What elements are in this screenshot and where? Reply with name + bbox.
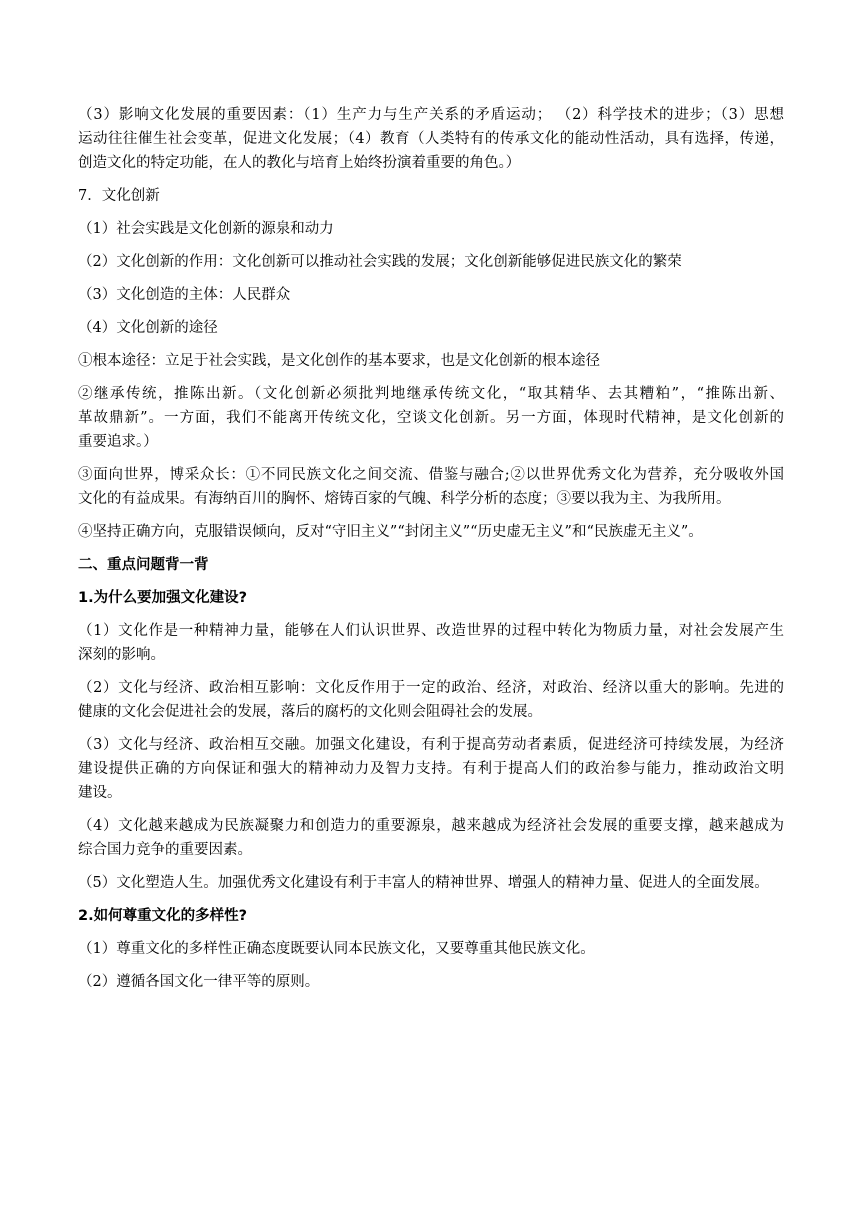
paragraph-line: 健康的文化会促进社会的发展，落后的腐朽的文化则会阻碍社会的发展。	[78, 704, 542, 720]
question-heading: 2.如何尊重文化的多样性?	[78, 908, 248, 924]
paragraph-line: 综合国力竞争的重要因素。	[78, 842, 252, 858]
section-heading: 二、重点问题背一背	[78, 557, 209, 573]
list-item: ①根本途径：立足于社会实践，是文化创作的基本要求，也是文化创新的根本途径	[78, 353, 600, 369]
list-item: （1）尊重文化的多样性正确态度既要认同本民族文化，又要尊重其他民族文化。	[78, 941, 595, 957]
list-item: （4）文化创新的途径	[78, 320, 218, 336]
list-item: （2）文化与经济、政治相互影响：文化反作用于一定的政治、经济，对政治、经济以重大的影响。先进的	[78, 680, 784, 696]
list-item: （4）文化越来越成为民族凝聚力和创造力的重要源泉，越来越成为经济社会发展的重要支撑，越来越成为	[78, 818, 784, 834]
list-item: ②继承传统，推陈出新。（文化创新必须批判地继承传统文化，“取其精华、去其糟粕”，“推陈出新、	[78, 386, 784, 402]
list-item: （2）文化创新的作用：文化创新可以推动社会实践的发展；文化创新能够促进民族文化的繁荣	[78, 254, 682, 270]
paragraph-line: （3）影响文化发展的重要因素：（1）生产力与生产关系的矛盾运动； （2）科学技术的进步；（3）思想	[78, 107, 784, 123]
list-item: （1）社会实践是文化创新的源泉和动力	[78, 221, 334, 237]
paragraph-line: 建设。	[78, 785, 122, 801]
list-item: （5）文化塑造人生。加强优秀文化建设有利于丰富人的精神世界、增强人的精神力量、促进人的全面发展。	[78, 875, 769, 891]
paragraph-line: 文化的有益成果。有海纳百川的胸怀、熔铸百家的气魄、科学分析的态度；③要以我为主、为我所用。	[78, 491, 731, 507]
list-item: （3）文化与经济、政治相互交融。加强文化建设，有利于提高劳动者素质，促进经济可持续发展，为经济	[78, 737, 784, 753]
list-item: ③面向世界，博采众长：①不同民族文化之间交流、借鉴与融合;②以世界优秀文化为营养，充分吸收外国	[78, 467, 784, 483]
list-item: ④坚持正确方向，克服错误倾向，反对“守旧主义”“封闭主义”“历史虚无主义”和“民族虚无主义”。	[78, 524, 703, 540]
paragraph-line: 深刻的影响。	[78, 647, 165, 663]
section-heading: 7．文化创新	[78, 188, 160, 204]
list-item: （3）文化创造的主体：人民群众	[78, 287, 291, 303]
list-item: （1）文化作是一种精神力量，能够在人们认识世界、改造世界的过程中转化为物质力量，对社会发展产生	[78, 623, 784, 639]
paragraph-line: 创造文化的特定功能，在人的教化与培育上始终扮演着重要的角色。）	[78, 155, 521, 171]
question-heading: 1.为什么要加强文化建设?	[78, 590, 248, 606]
document-body	[78, 103, 784, 994]
paragraph-line: 重要追求。）	[78, 434, 158, 450]
paragraph-line: 革故鼎新”。一方面，我们不能离开传统文化，空谈文化创新。另一方面，体现时代精神，是文化创新的	[78, 410, 784, 426]
list-item: （2）遵循各国文化一律平等的原则。	[78, 974, 320, 990]
paragraph-line: 建设提供正确的方向保证和强大的精神动力及智力支持。有利于提高人们的政治参与能力，推动政治文明	[78, 761, 784, 777]
paragraph-line: 运动往往催生社会变革，促进文化发展；（4）教育（人类特有的传承文化的能动性活动，具有选择，传递，	[78, 131, 784, 147]
